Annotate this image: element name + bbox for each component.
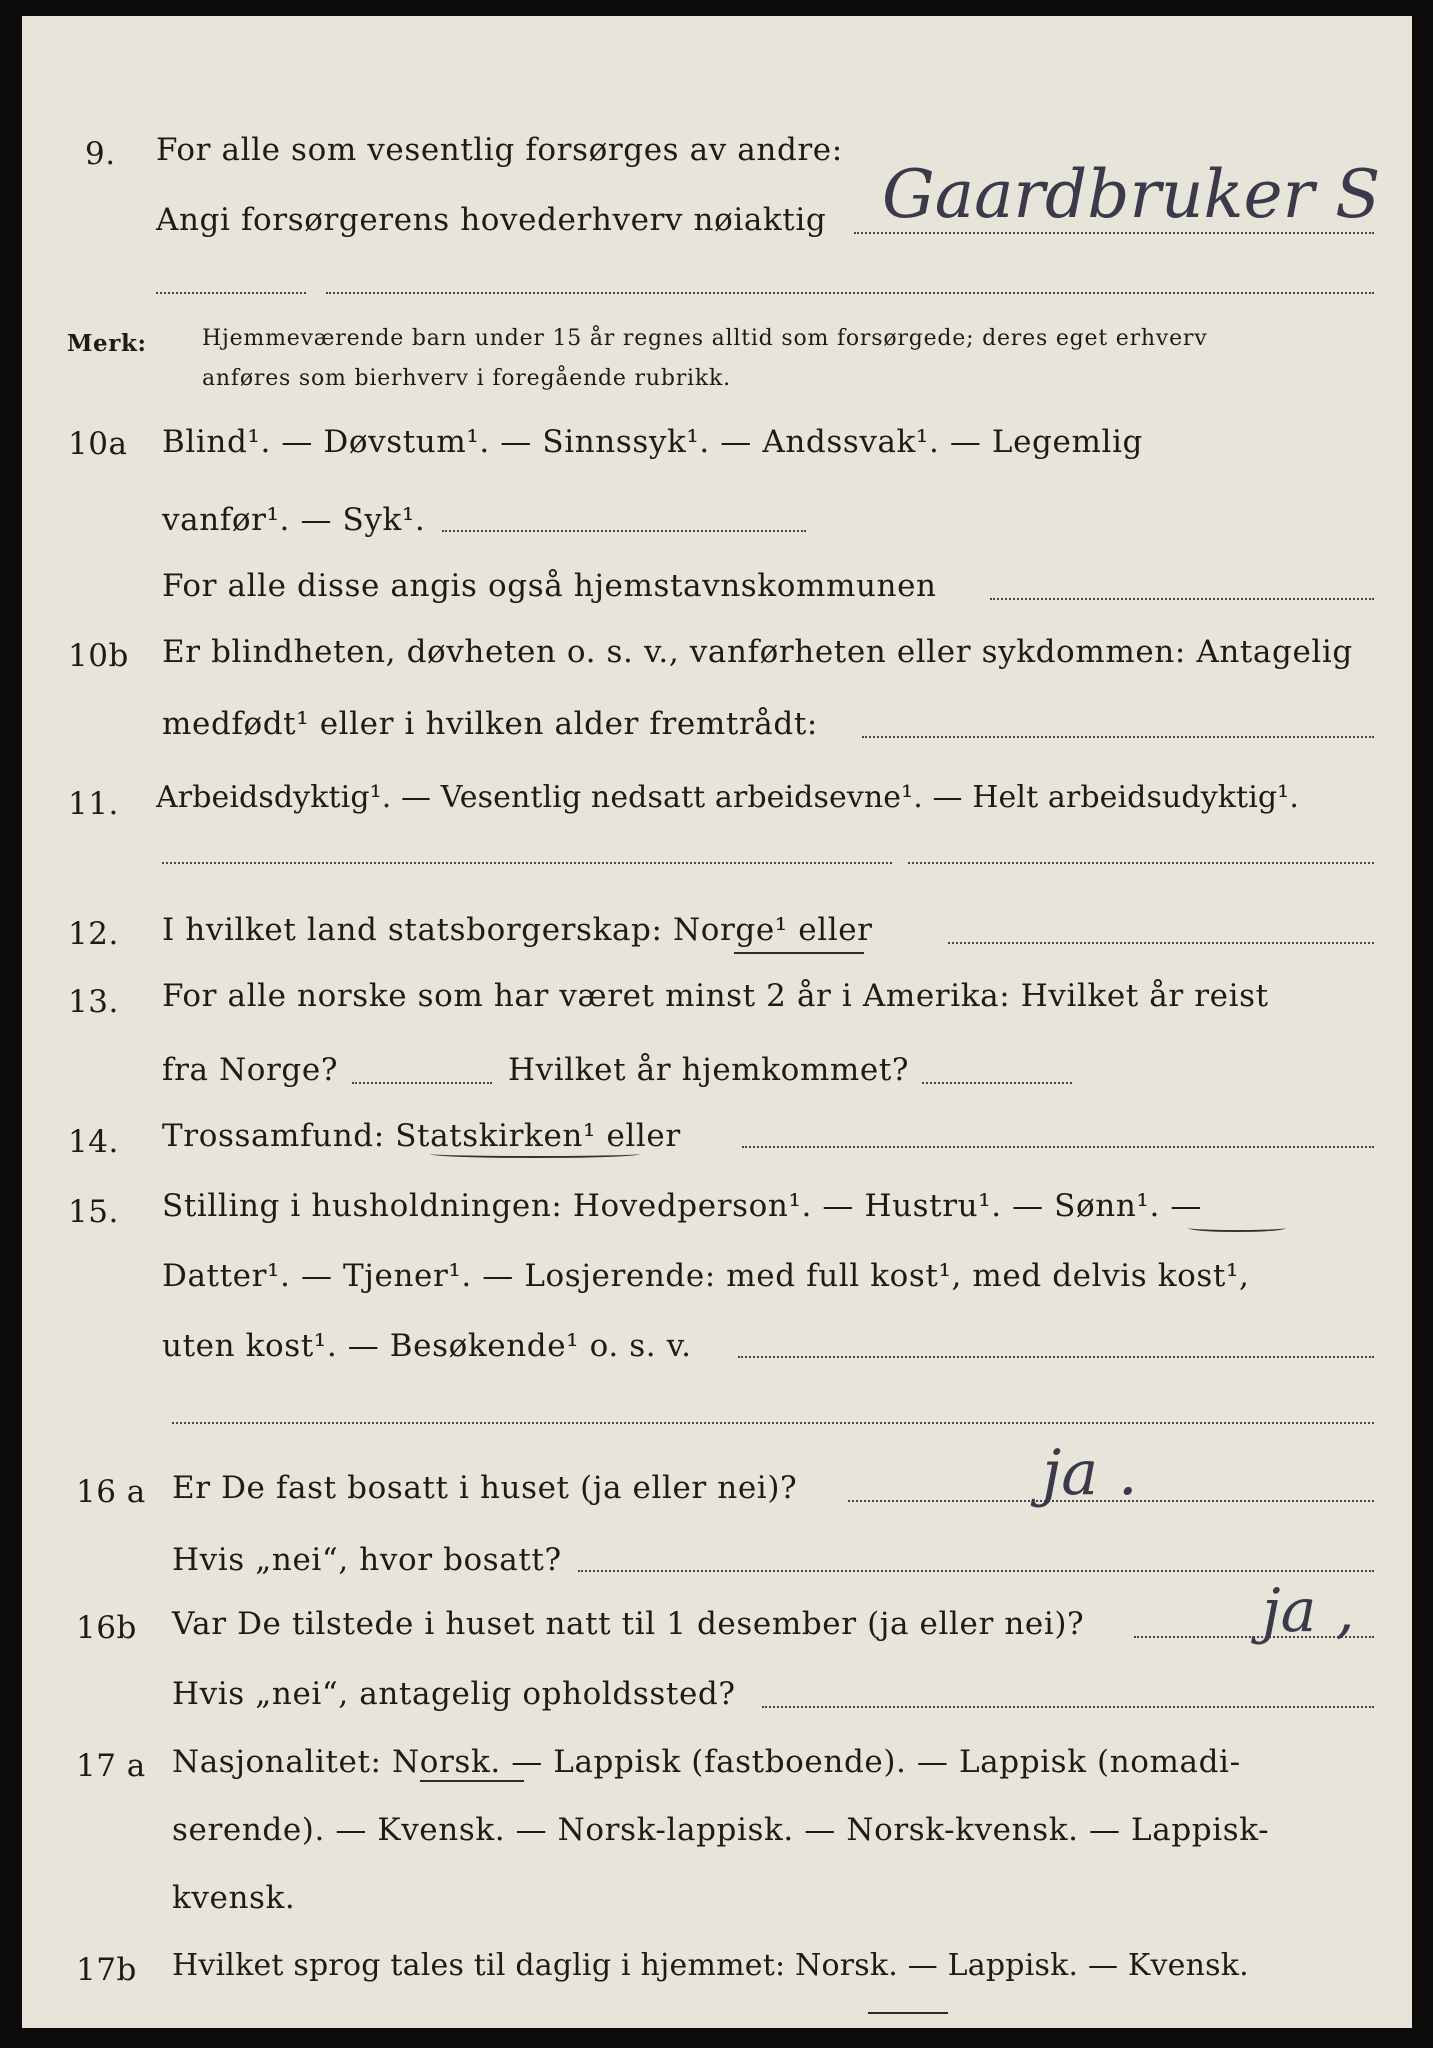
q13-line2b: Hvilket år hjemkommet? — [508, 1052, 910, 1088]
q17a-line1: Nasjonalitet: Norsk. — Lappisk (fastboende). — Lappisk (nomadi- — [172, 1744, 1241, 1780]
q17a-line2: serende). — Kvensk. — Norsk-lappisk. — Norsk-kvensk. — Lappisk- — [172, 1812, 1270, 1848]
q14-number: 14. — [68, 1124, 119, 1160]
q15-sonn-underline — [1188, 1224, 1286, 1232]
q17b-number: 17b — [76, 1952, 137, 1988]
q16b-handwritten-answer: ja , — [1262, 1576, 1355, 1646]
q15-extra-line — [172, 1422, 1374, 1424]
q16a-line1: Er De fast bosatt i huset (ja eller nei)? — [172, 1470, 798, 1506]
q17a-norsk-underline — [420, 1780, 524, 1782]
q11-line1: Arbeidsdyktig¹. — Vesentlig nedsatt arbeidsevne¹. — Helt arbeidsudyktig¹. — [156, 780, 1299, 815]
q9-line2: Angi forsørgerens hovederhverv nøiaktig — [156, 202, 827, 238]
q17a-number: 17 a — [76, 1748, 146, 1784]
q16a-number: 16 a — [76, 1474, 146, 1510]
q9-line1: For alle som vesentlig forsørges av andre: — [156, 132, 843, 168]
q10b-line2: medfødt¹ eller i hvilken alder fremtrådt: — [162, 706, 818, 742]
q10b-alder-line — [862, 736, 1374, 738]
q13-line2a: fra Norge? — [162, 1052, 339, 1088]
q10a-syk-line — [442, 530, 806, 532]
q15-line2: Datter¹. — Tjener¹. — Losjerende: med full kost¹, med delvis kost¹, — [162, 1258, 1250, 1294]
q15-line1: Stilling i husholdningen: Hovedperson¹. — Hustru¹. — Sønn¹. — — [162, 1188, 1202, 1224]
q16b-opholdssted-line — [762, 1706, 1374, 1708]
q16b-line1: Var De tilstede i huset natt til 1 desember (ja eller nei)? — [172, 1606, 1085, 1642]
q12-number: 12. — [68, 916, 119, 952]
q10b-number: 10b — [68, 638, 129, 674]
q10a-line3: For alle disse angis også hjemstavnskommunen — [162, 568, 937, 604]
q10b-line1: Er blindheten, døvheten o. s. v., vanførheten eller sykdommen: Antagelig — [162, 634, 1353, 670]
q14-line1: Trossamfund: Statskirken¹ eller — [162, 1118, 681, 1154]
q17b-line1: Hvilket sprog tales til daglig i hjemmet: Norsk. — Lappisk. — Kvensk. — [172, 1948, 1249, 1983]
q16a-handwritten-answer: ja . — [1042, 1436, 1138, 1509]
q15-line3: uten kost¹. — Besøkende¹ o. s. v. — [162, 1328, 692, 1364]
q11-line-b — [908, 862, 1374, 864]
q13-reist-line — [352, 1082, 492, 1084]
q16b-number: 16b — [76, 1610, 137, 1646]
q9-extra-line-a — [156, 292, 306, 294]
merk-label: Merk: — [67, 330, 147, 357]
q11-line-a — [162, 862, 892, 864]
q11-number: 11. — [68, 786, 119, 822]
q16a-line2: Hvis „nei“, hvor bosatt? — [172, 1542, 562, 1578]
q14-statskirken-underline — [430, 1150, 640, 1158]
q10a-number: 10a — [68, 426, 128, 462]
q13-hjemkommet-line — [922, 1082, 1072, 1084]
q13-number: 13. — [68, 984, 119, 1020]
q15-answer-line — [738, 1356, 1374, 1358]
q10a-line1: Blind¹. — Døvstum¹. — Sinnssyk¹. — Andssvak¹. — Legemlig — [162, 424, 1143, 460]
q17b-norsk-underline — [868, 2012, 948, 2014]
q12-norge-underline — [734, 952, 864, 954]
q9-extra-line-b — [326, 292, 1374, 294]
merk-line2: anføres som bierhverv i foregående rubrikk. — [202, 366, 731, 391]
q9-handwritten-answer: Gaardbruker S — [882, 156, 1381, 233]
merk-line1: Hjemmeværende barn under 15 år regnes alltid som forsørgede; deres eget erhverv — [202, 326, 1208, 351]
q15-number: 15. — [68, 1194, 119, 1230]
q12-line1: I hvilket land statsborgerskap: Norge¹ eller — [162, 912, 873, 948]
census-form-page — [22, 16, 1412, 2028]
q16a-bosatt-line — [578, 1570, 1374, 1572]
q10a-hjemstavn-line — [990, 598, 1374, 600]
q9-number: 9. — [85, 136, 116, 172]
q12-answer-line — [948, 942, 1374, 944]
q17a-line3: kvensk. — [172, 1880, 296, 1916]
q16b-line2: Hvis „nei“, antagelig opholdssted? — [172, 1676, 736, 1712]
q10a-line2: vanfør¹. — Syk¹. — [162, 502, 426, 538]
q13-line1: For alle norske som har været minst 2 år i Amerika: Hvilket år reist — [162, 978, 1269, 1014]
q14-answer-line — [742, 1146, 1374, 1148]
